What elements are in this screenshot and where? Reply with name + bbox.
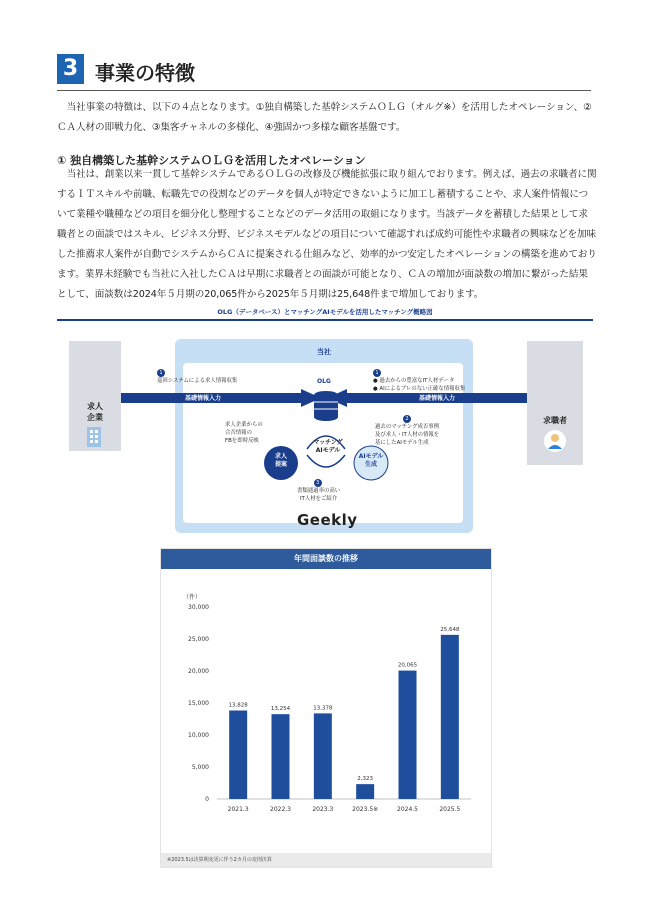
x-tick-label: 2023.5※ (352, 806, 379, 813)
chart-bar (272, 714, 290, 799)
matching-ai-label: マッチング AIモデル (313, 439, 343, 454)
bar-value-label: 13,828 (228, 702, 248, 709)
y-tick-label: 5,000 (191, 764, 209, 771)
right-arrow-label: 基礎情報入力 (419, 395, 456, 402)
subsection-body: 当社は、創業以来一貫して基幹システムであるＯＬＧの改修及び機能拡張に取り組んでおります。例えば、過去の求職者に関するＩＴスキルや前職、転職先での役割などのデータを個人が特定できないように加工し蓄積することや、求人案件情報について業種や職種などの項目を細分化し整理することなどのデータ活用の取組になります。当該データを蓄積した結果として求職者との面談ではスキル、ビジネス分野、ビジネスモデルなどの項目について確認すれば成約可能性や求職者の興味などを加味した推薦求人案件が自動でシステムからＣＡに提案される仕組みなど、効率的かつ安定したオペレーションの構築を進めております。業界未経験でも当社に入社したＣＡは早期に求職者との面談が可能となり、ＣＡの増加が面談数の増加に繋がった結果として、面談数は2024年５月期の20,065件から2025年５月期は25,648件まで増加しております。 (57, 169, 597, 300)
bar-value-label: 25,648 (440, 626, 460, 633)
x-tick-label: 2024.5 (397, 806, 418, 813)
person-icon (543, 429, 567, 453)
chart-footer (161, 853, 491, 867)
bar-value-label: 2,323 (357, 776, 374, 783)
building-icon (85, 425, 105, 449)
note-feedback: 求人企業からの 合否情報の FBを即時反映 (225, 422, 263, 444)
geekly-logo: Geekly (297, 511, 358, 529)
note-data-b: AIによるブレのない正確な情報収集 (379, 386, 466, 392)
y-tick-label: 0 (205, 796, 209, 803)
y-tick-label: 20,000 (188, 668, 209, 675)
section-number: 3 (57, 54, 84, 84)
olg-label: OLG (317, 378, 331, 385)
step-badge: 2 (403, 415, 411, 423)
chart-bar (314, 713, 332, 799)
left-arrow-label: 基礎情報入力 (185, 395, 222, 402)
proposal-label: 求人 提案 (274, 453, 287, 468)
matching-diagram (57, 307, 593, 539)
bar-value-label: 20,065 (397, 662, 418, 669)
chart-bar (229, 711, 247, 799)
database-icon (314, 391, 338, 421)
employer-label: 求人 企業 (87, 402, 103, 422)
bar-value-label: 13,378 (313, 705, 333, 712)
y-axis-unit: （件） (183, 594, 202, 601)
y-tick-label: 30,000 (188, 604, 209, 611)
section-title: 事業の特徴 (95, 61, 195, 85)
step-badge: 1 (157, 369, 165, 377)
x-tick-label: 2021.3 (227, 806, 249, 813)
chart-bar (356, 784, 374, 799)
chart-bar (399, 671, 417, 799)
section-header (57, 54, 591, 91)
company-label: 当社 (317, 348, 331, 356)
interview-chart (160, 548, 492, 868)
x-tick-label: 2023.3 (312, 806, 334, 813)
diagram-title-rule (57, 319, 593, 321)
note-model (375, 415, 439, 447)
intro-paragraph: 当社事業の特徴は、以下の４点となります。①独自構築した基幹システムＯＬＧ（オルグ※）を活用したオペレーション、②ＣＡ人材の即戦力化、③集客チャネルの多様化、④強固かつ多様な顧客基盤です。 (57, 102, 592, 133)
note-model-text: 過去のマッチング成否事例 及び求人・IT人材の情報を 基にしたAIモデル生成 (375, 424, 440, 446)
x-tick-label: 2025.5 (439, 806, 461, 813)
chart-footnote: ※2023.5は決算期変更に伴う2カ月の変則決算 (167, 857, 272, 863)
bar-value-label: 13,254 (270, 706, 291, 713)
chart-bar (441, 635, 459, 799)
x-tick-label: 2022.3 (270, 806, 291, 813)
model-label: AIモデル 生成 (358, 453, 384, 468)
subsection-heading: ① 独自構築した基幹システムＯＬＧを活用したオペレーション (57, 154, 366, 167)
note-crawl-text: 巡回システムによる求人情報収集 (157, 378, 238, 384)
y-tick-label: 10,000 (188, 732, 209, 739)
jobseeker-label: 求職者 (543, 416, 567, 425)
note-intro-text: 書類通過率の高い IT人材をご紹介 (297, 488, 341, 502)
y-tick-label: 25,000 (188, 636, 209, 643)
chart-plot (161, 569, 491, 853)
note-crawl (157, 369, 237, 385)
note-data-a: 過去からの豊富なIT人材データ (379, 378, 455, 384)
note-data: 1 ● 過去からの豊富なIT人材データ ● AIによるブレのない正確な情報収集 (373, 370, 466, 392)
note-intro (297, 479, 340, 503)
step-badge: 1 (373, 369, 381, 377)
step-badge: 3 (314, 479, 322, 487)
chart-title: 年間面談数の推移 (161, 549, 491, 569)
y-tick-label: 15,000 (188, 700, 209, 707)
diagram-title: OLG（データベース）とマッチングAIモデルを活用したマッチング概略図 (217, 308, 433, 316)
